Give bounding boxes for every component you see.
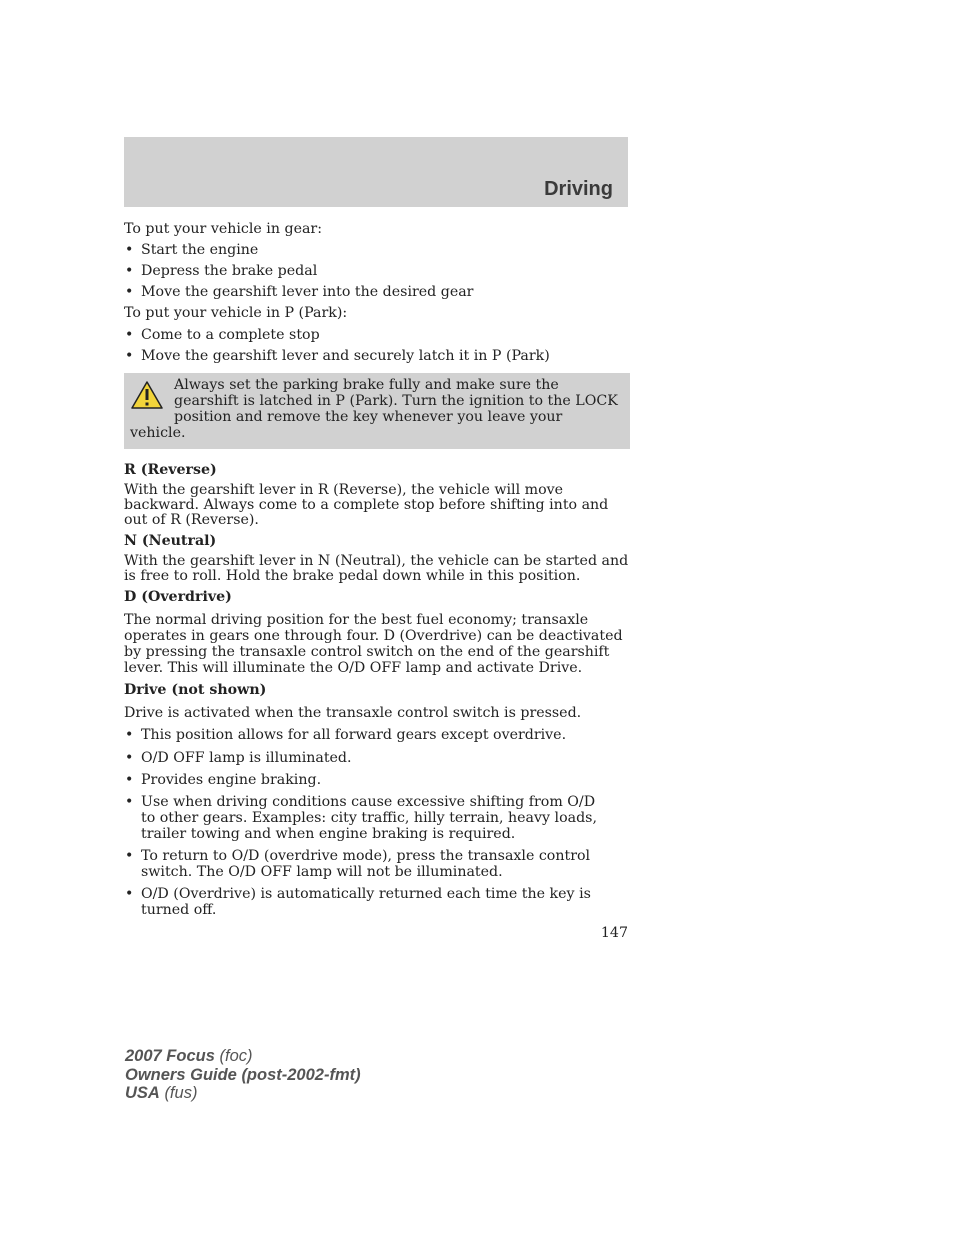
footer-line-model: 2007 Focus (foc) — [125, 1047, 253, 1065]
page-number: 147 — [600, 925, 628, 941]
document-footer — [125, 1047, 361, 1103]
list-item: • Use when driving conditions cause excessive shifting from O/D to other gears. Examples: city traffic, hilly terrain, heavy loads, trailer towing and when engine braking is required. — [125, 794, 597, 842]
gear-steps-list — [124, 242, 630, 300]
list-item: • This position allows for all forward gears except overdrive. — [125, 727, 567, 743]
list-item: • O/D (Overdrive) is automatically returned each time the key is turned off. — [125, 886, 591, 918]
list-item: • Provides engine braking. — [125, 772, 322, 788]
reverse-heading: R (Reverse) — [124, 462, 217, 478]
neutral-heading: N (Neutral) — [124, 533, 217, 549]
list-item: • Move the gearshift lever and securely latch it in P (Park) — [125, 348, 550, 364]
list-item: • To return to O/D (overdrive mode), press the transaxle control switch. The O/D OFF lamp will not be illuminated. — [125, 848, 591, 880]
section-title: Driving — [544, 178, 613, 200]
page-content — [124, 221, 630, 918]
drive-heading: Drive (not shown) — [124, 682, 267, 698]
list-item: • Start the engine — [125, 242, 259, 258]
warning-text: Always set the parking brake fully and make sure the gearshift is latched in P (Park). Turn the ignition to the LOCK position and remove the key whenever you leave your vehicle. — [130, 377, 618, 441]
park-intro: To put your vehicle in P (Park): — [124, 305, 348, 321]
overdrive-heading: D (Overdrive) — [124, 589, 232, 605]
list-item: • Come to a complete stop — [125, 327, 320, 343]
list-item: • Move the gearshift lever into the desired gear — [125, 284, 474, 300]
list-item: • Depress the brake pedal — [125, 263, 318, 279]
drive-intro: Drive is activated when the transaxle control switch is pressed. — [124, 705, 582, 721]
list-item: • O/D OFF lamp is illuminated. — [125, 750, 352, 766]
section-header-band — [124, 137, 628, 207]
park-steps-list — [124, 327, 630, 364]
neutral-body: With the gearshift lever in N (Neutral), the vehicle can be started and is free to roll. Hold the brake pedal down while in this position. — [124, 553, 629, 584]
reverse-body: With the gearshift lever in R (Reverse), the vehicle will move backward. Always come to a complete stop before shifting into and out of R (Reverse). — [124, 482, 609, 528]
gear-intro: To put your vehicle in gear: — [124, 221, 322, 237]
warning-triangle-icon — [130, 380, 164, 410]
warning-box — [124, 373, 630, 449]
overdrive-body: The normal driving position for the best fuel economy; transaxle operates in gears one through four. D (Overdrive) can be deactivated by pressing the transaxle control switch on the end of the gearshift lever. This will illuminate the O/D OFF lamp and activate Drive. — [124, 612, 623, 676]
drive-bullets-list — [124, 727, 630, 918]
footer-line-region: USA (fus) — [125, 1084, 198, 1102]
footer-line-guide: Owners Guide (post-2002-fmt) — [125, 1065, 361, 1084]
